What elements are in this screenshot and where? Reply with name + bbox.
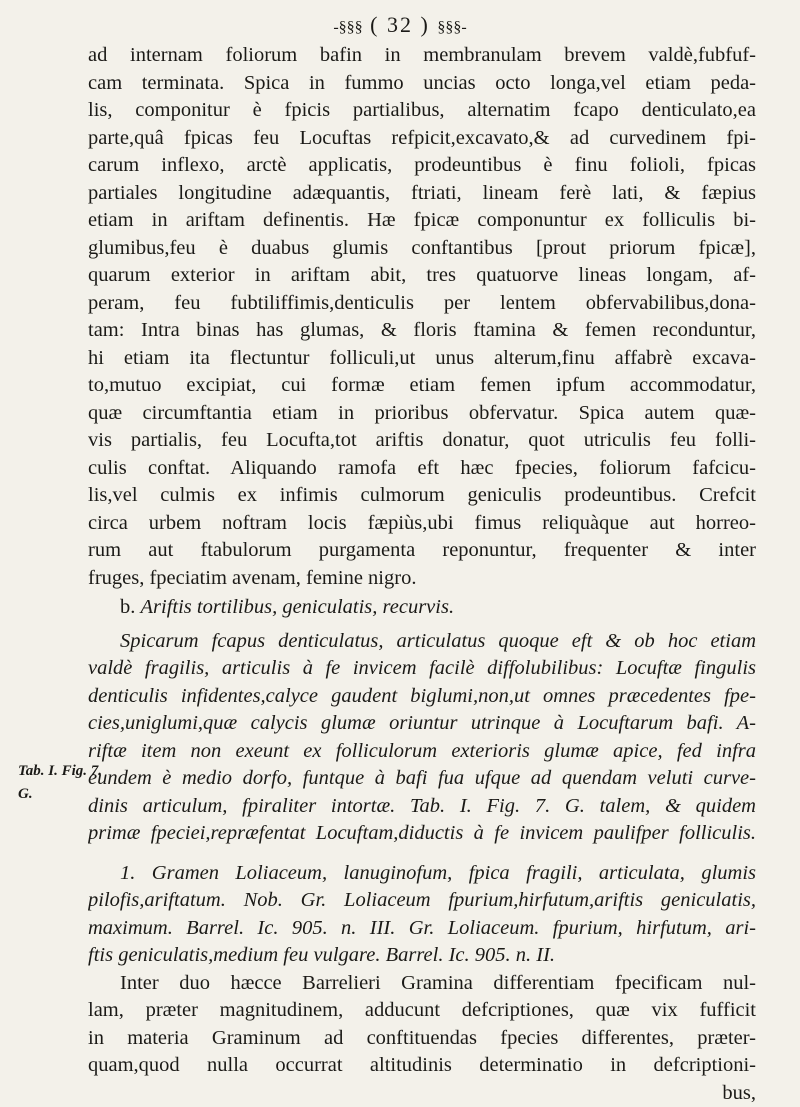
text-line: carum inflexo, arctè applicatis, prodeuntibus è finu folioli, fpicas: [88, 152, 756, 180]
text-line: to,mutuo excipiat, cui formæ etiam femen ipfum accommodatur,: [88, 372, 756, 400]
text-line: quarum exterior in ariftam abit, tres quatuorve lineas longam, af-: [88, 262, 756, 290]
margin-note-g: G.: [18, 784, 33, 804]
text-line: ftis geniculatis,medium feu vulgare. Barrel. Ic. 905. n. II.: [88, 942, 756, 970]
paragraph-species-1: [88, 860, 756, 970]
text-line: primæ fpeciei,repræfentat Locuftam,diductis à fe invicem paulifper folliculis.: [88, 820, 756, 848]
text-line: parte,quâ fpicas feu Locuftas refpicit,excavato,& ad curvedinem fpi-: [88, 125, 756, 153]
section-title: Ariftis tortilibus, geniculatis, recurvis.: [141, 596, 455, 618]
text-line: quæ circumftantia etiam in prioribus obfervatur. Spica autem quæ-: [88, 400, 756, 428]
section-heading-b: [88, 594, 756, 622]
text-line: etiam in ariftam definentis. Hæ fpicæ componuntur ex folliculis bi-: [88, 207, 756, 235]
paragraph-5: [88, 970, 756, 1107]
right-ornament: §§§-: [437, 19, 466, 36]
text-line: partiales longitudine adæquantis, ftriati, lineam ferè lati, & fæpius: [88, 180, 756, 208]
text-line: hi etiam ita flectuntur folliculi,ut unus alterum,finu affabrè excava-: [88, 345, 756, 373]
text-line: lis, componitur è fpicis partialibus, alternatim fcapo denticulato,ea: [88, 97, 756, 125]
paragraph-description: [88, 628, 756, 848]
text-line: Spicarum fcapus denticulatus, articulatus quoque eft & ob hoc etiam: [88, 628, 756, 656]
paragraph-1: [88, 42, 756, 592]
text-line: dinis articulum, fpiraliter intortæ. Tab. I. Fig. 7. G. talem, & quidem: [88, 793, 756, 821]
text-line: glumibus,feu è duabus glumis conftantibus [prout priorum fpicæ],: [88, 235, 756, 263]
text-block: [88, 42, 756, 1107]
text-line: riftæ item non exeunt ex folliculorum exterioris glumæ apice, fed infra: [88, 738, 756, 766]
section-label: b.: [120, 596, 135, 618]
text-line: fruges, fpeciatim avenam, femine nigro.: [88, 565, 756, 593]
page-header: [0, 12, 800, 38]
text-line: cies,uniglumi,quæ calycis glumæ oriuntur utrinque à Locuftarum bafi. A-: [88, 710, 756, 738]
text-line: valdè fragilis, articulis à fe invicem facilè diffolubilibus: Locuftæ fingulis: [88, 655, 756, 683]
text-line: tam: Intra binas has glumas, & floris ftamina & femen reconduntur,: [88, 317, 756, 345]
text-line: ad internam foliorum bafin in membranulam brevem valdè,fubfuf-: [88, 42, 756, 70]
text-line: eundem è medio dorfo, funtque à bafi fua ufque ad quendam veluti curve-: [88, 765, 756, 793]
page-number: ( 32 ): [370, 12, 430, 37]
text-line: maximum. Barrel. Ic. 905. n. III. Gr. Loliaceum. fpurium, hirfutum, ari-: [88, 915, 756, 943]
text-line: rum aut ftabulorum purgamenta reponuntur, frequenter & inter: [88, 537, 756, 565]
text-line: 1. Gramen Loliaceum, lanuginofum, fpica fragili, articulata, glumis: [88, 860, 756, 888]
text-line: quam,quod nulla occurrat altitudinis determinatio in defcriptioni-: [88, 1052, 756, 1080]
text-line: pilofis,ariftatum. Nob. Gr. Loliaceum fpurium,hirfutum,ariftis geniculatis,: [88, 887, 756, 915]
text-line: peram, feu fubtiliffimis,denticulis per lentem obfervabilibus,dona-: [88, 290, 756, 318]
margin-note-tab: Tab. I. Fig. 7.: [18, 761, 102, 781]
text-line: lam, præter magnitudinem, adducunt defcriptiones, quæ vix fufficit: [88, 997, 756, 1025]
text-line: lis,vel culmis ex infimis culmorum geniculis prodeuntibus. Crefcit: [88, 482, 756, 510]
text-line: in materia Graminum ad conftituendas fpecies differentes, præter-: [88, 1025, 756, 1053]
text-line: Inter duo hæcce Barrelieri Gramina differentiam fpecificam nul-: [88, 970, 756, 998]
text-line: culis conftat. Aliquando ramofa eft hæc fpecies, foliorum fafcicu-: [88, 455, 756, 483]
text-line: bus,: [88, 1080, 756, 1107]
left-ornament: -§§§: [333, 19, 362, 36]
text-line: circa urbem noftram locis fæpiùs,ubi fimus reliquàque aut horreo-: [88, 510, 756, 538]
text-line: cam terminata. Spica in fummo uncias octo longa,vel etiam peda-: [88, 70, 756, 98]
text-line: vis partialis, feu Locufta,tot ariftis donatur, quot utriculis feu folli-: [88, 427, 756, 455]
text-line: denticulis infidentes,calyce gaudent biglumi,non,ut omnes præcedentes fpe-: [88, 683, 756, 711]
